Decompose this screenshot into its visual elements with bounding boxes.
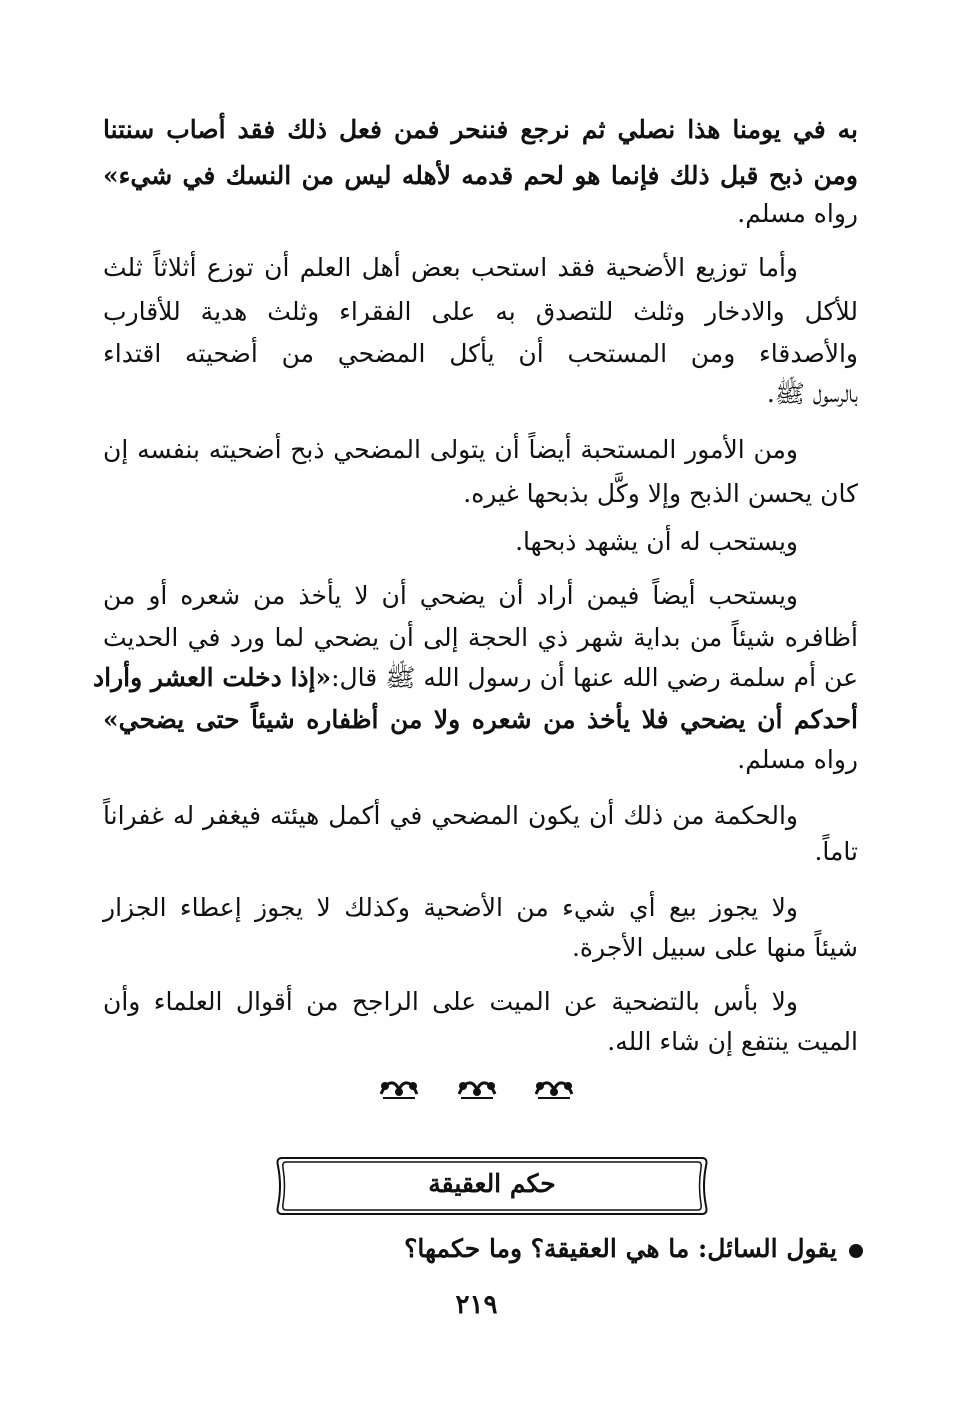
ornament-divider — [0, 1072, 953, 1102]
hadith-quote-start: «إذا دخلت العشر وأراد — [93, 663, 332, 692]
text-line: رواه مسلم. — [737, 199, 858, 228]
floral-ornament-icon — [377, 1072, 421, 1102]
text-line: ويستحب أيضاً فيمن أراد أن يضحي أن لا يأخذ من شعره أو من — [103, 581, 798, 610]
text-line: رواه مسلم. — [737, 745, 858, 774]
text-line: تاماً. — [814, 837, 858, 866]
text-segment: عن أم سلمة رضي الله عنها أن رسول الله ﷺ قال: — [331, 663, 858, 692]
page-number: ٢١٩ — [455, 1290, 498, 1320]
hadith-quote: أحدكم أن يضحي فلا يأخذ من شعره ولا من أظفاره شيئاً حتى يضحي» — [103, 705, 858, 734]
text-line — [93, 660, 858, 696]
text-line: بالرسول ﷺ. — [766, 379, 858, 408]
text-line: ومن الأمور المستحبة أيضاً أن يتولى المضحي ذبح أضحيته بنفسه إن — [103, 435, 798, 464]
text-line: الميت ينتفع إن شاء الله. — [607, 1027, 858, 1056]
text-line: والحكمة من ذلك أن يكون المضحي في أكمل هيئته فيغفر له غفراناً — [103, 801, 798, 830]
text-line: ولا بأس بالتضحية عن الميت على الراجح من أقوال العلماء وأن — [103, 987, 798, 1016]
text-line: به في يومنا هذا نصلي ثم نرجع فننحر فمن فعل ذلك فقد أصاب سنتنا — [103, 115, 858, 144]
bullet-icon — [849, 1244, 863, 1258]
text-line: للأكل والادخار وثلث للتصدق به على الفقراء وثلث هدية للأقارب — [103, 297, 858, 326]
text-line: شيئاً منها على سبيل الأجرة. — [571, 933, 858, 962]
question-text: يقول السائل: ما هي العقيقة؟ وما حكمها؟ — [404, 1234, 837, 1263]
question-item — [404, 1229, 863, 1269]
text-line: ولا يجوز بيع أي شيء من الأضحية وكذلك لا يجوز إعطاء الجزار — [103, 893, 798, 922]
text-line: كان يحسن الذبح وإلا وكَّل بذبحها غيره. — [463, 479, 858, 508]
text-line: والأصدقاء ومن المستحب أن يأكل المضحي من أضحيته اقتداء — [103, 339, 858, 368]
floral-ornament-icon — [455, 1072, 499, 1102]
section-title: حكم العقيقة — [428, 1169, 556, 1198]
text-line: ومن ذبح قبل ذلك فإنما هو لحم قدمه لأهله ليس من النسك في شيء» — [103, 161, 858, 190]
text-line: ويستحب له أن يشهد ذبحها. — [515, 527, 798, 556]
text-line: أظافره شيئاً من بداية شهر ذي الحجة إلى أن يضحي لما ورد في الحديث — [103, 623, 858, 652]
text-line: وأما توزيع الأضحية فقد استحب بعض أهل العلم أن توزع أثلاثاً ثلث — [103, 253, 798, 282]
floral-ornament-icon — [532, 1072, 576, 1102]
section-heading-box — [272, 1152, 712, 1220]
